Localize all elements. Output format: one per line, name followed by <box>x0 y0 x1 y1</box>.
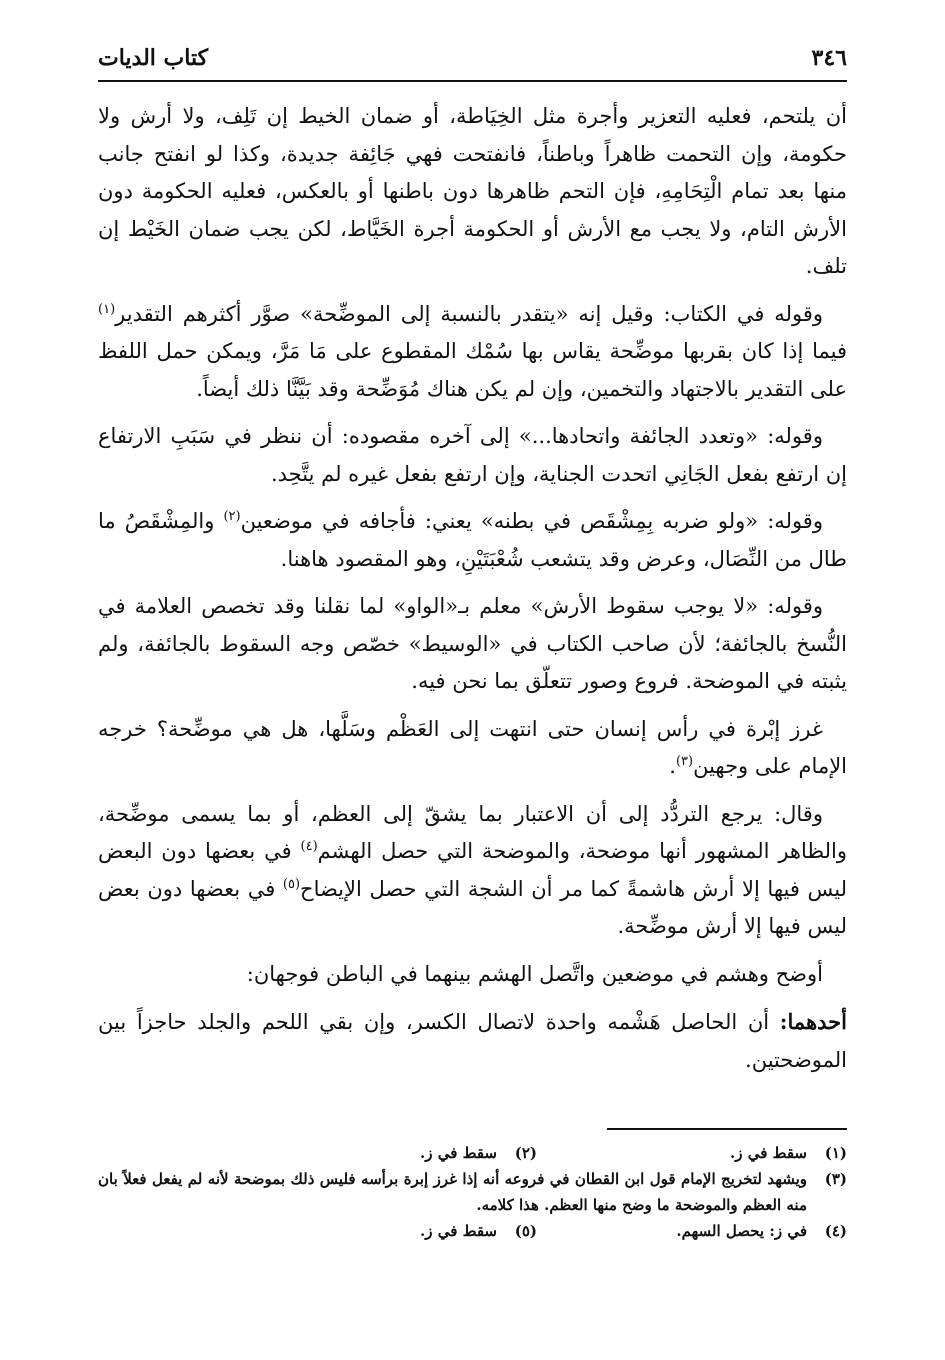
footnote-marker-1: (١) <box>98 301 116 317</box>
paragraph-7-text-b: في بعضها دون البعض ليس فيها إلا أرش هاشمةً كما مر أن الشجة التي حصل الإيضاح <box>98 839 847 901</box>
footnote-row-4 <box>98 1218 847 1244</box>
paragraph-6-text-b: . <box>669 754 676 778</box>
footnote-row-3 <box>98 1166 847 1218</box>
footnote-marker-5: (٥) <box>282 876 301 892</box>
paragraph-2-text-a: وقوله في الكتاب: وقيل إنه «يتقدر بالنسبة إلى الموضِّحة» صوَّر أكثرهم التقدير <box>115 301 823 326</box>
book-title: كتاب الديات <box>98 45 209 71</box>
footnote-marker-4: (٤) <box>300 839 318 854</box>
page-number: ٣٤٦ <box>811 45 847 71</box>
footnote-row-1 <box>98 1140 847 1166</box>
paragraph-7-text-a: وقال: يرجع التردُّد إلى أن الاعتبار بما يشقّ إلى العظم، أو بما يسمى موضِّحة، والظاهر المشهور أنها موضحة، والموضحة التي حصل الهشم <box>98 801 847 863</box>
footnotes <box>98 1140 847 1244</box>
paragraph-4-text-a: وقوله: «ولو ضربه بِمِشْقَص في بطنه» يعني: فأجافه في موضعين <box>240 509 823 533</box>
footnote-number-5: (٥) <box>514 1222 537 1240</box>
paragraph-7 <box>98 796 847 946</box>
paragraph-1: أن يلتحم، فعليه التعزير وأجرة مثل الخِيَاطة، أو ضمان الخيط إن تَلِف، ولا أرش ولا حكومة، وإن التحمت ظاهراً وباطناً، فانفتحت فهي جَائِفة جديدة، وكذا لو انفتح جانب منها بعد تمام الْتِحَامِهِ، فإن التحم ظاهرها دون باطنها أو بالعكس، فعليه الحكومة دون الأرش التام، ولا يجب مع الأرش أو الحكومة أجرة الخَيَّاط، لكن يجب ضمان الخَيْط إن تلف. <box>98 104 847 278</box>
paragraph-4-text-b: والمِشْقَصُ ما طال من النِّصَال، وعرض وقد يتشعب شُعْبَتَيْنِ، وهو المقصود هاهنا. <box>98 509 847 571</box>
paragraph-5: وقوله: «لا يوجب سقوط الأرش» معلم بـ«الواو» لما نقلنا وقد تخصص العلامة في النُّسخ بالجائفة؛ لأن صاحب الكتاب في «الوسيط» خصّص وجه السقوط بالجائفة، ولم يثبته في الموضحة. فروع وصور تتعلّق بما نحن فيه. <box>98 594 847 693</box>
main-text <box>98 98 847 1089</box>
paragraph-7-text-c: في بعضها دون بعض ليس فيها إلا أرش موضِّحة. <box>98 876 847 938</box>
paragraph-9-text: أن الحاصل هَشْمه واحدة لاتصال الكسر، وإن بقي اللحم والجلد حاجزاً بين الموضحتين. <box>98 1010 847 1072</box>
paragraph-6-text-a: غرز إبْرة في رأس إنسان حتى انتهت إلى العَظْم وسَلَّها، هل هي موضِّحة؟ خرجه الإمام على وجهين <box>98 716 847 778</box>
footnote-number-3: (٣) <box>824 1170 847 1188</box>
header-rule <box>98 80 847 82</box>
footnote-marker-3: (٣) <box>675 754 694 769</box>
footnote-text-5: سقط في ز. <box>420 1222 497 1240</box>
paragraph-9 <box>98 1003 847 1079</box>
page-header <box>98 38 847 78</box>
footnote-number-2: (٢) <box>514 1144 537 1162</box>
footnote-text-1: سقط في ز. <box>730 1144 807 1162</box>
footnote-rule <box>607 1128 847 1130</box>
paragraph-4 <box>98 503 847 578</box>
footnote-number-4: (٤) <box>824 1222 847 1240</box>
footnote-text-3: ويشهد لتخريج الإمام قول ابن القطان في فروعه أنه إذا غرز إبرة برأسه فليس ذلك بموضحة لأنه لم يفعل فعلاً بان منه العظم والموضحة ما وضح منها العظم. هذا كلامه. <box>98 1170 807 1214</box>
footnote-number-1: (١) <box>824 1144 847 1162</box>
paragraph-8: أوضح وهشم في موضعين واتَّصل الهشم بينهما في الباطن فوجهان: <box>246 961 823 986</box>
paragraph-2-text-b: فيما إذا كان بقربها موضِّحة يقاس بها سُمْك المقطوع على مَا مَرَّ، ويمكن حمل اللفظ على التقدير بالاجتهاد والتخمين، وإن لم يكن هناك مُوَضِّحة وقد بَيَّنَّا ذلك أيضاً. <box>98 339 847 401</box>
paragraph-3: وقوله: «وتعدد الجائفة واتحادها...» إلى آخره مقصوده: أن ننظر في سَبَبِ الارتفاع إن ارتفع بفعل الجَانِي اتحدت الجناية، وإن ارتفع بفعل غيره لم يتَّحِد. <box>98 424 847 486</box>
footnote-text-2: سقط في ز. <box>420 1144 497 1162</box>
paragraph-6 <box>98 711 847 786</box>
paragraph-9-lead: أحدهما: <box>779 1009 847 1034</box>
footnote-marker-2: (٢) <box>223 509 241 524</box>
paragraph-2 <box>98 296 847 409</box>
footnote-text-4: في ز: يحصل السهم. <box>676 1222 807 1240</box>
